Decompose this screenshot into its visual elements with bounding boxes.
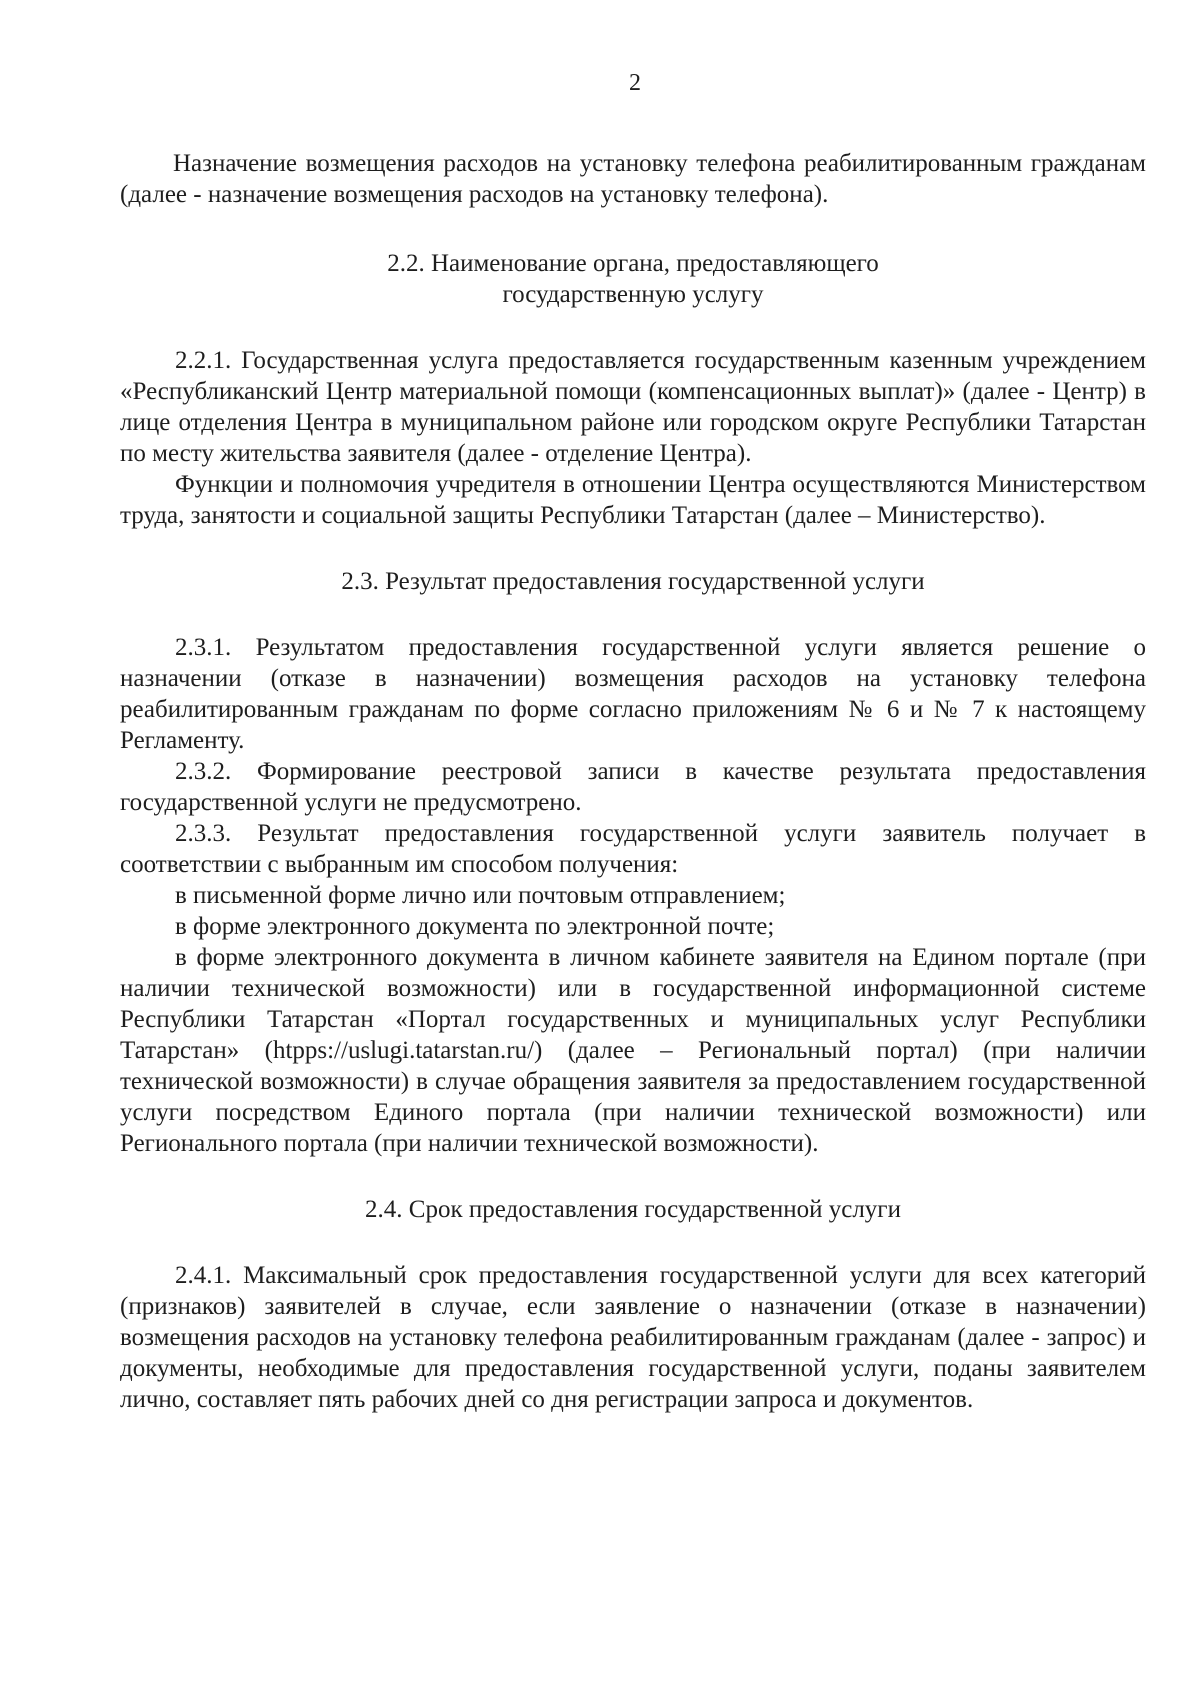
section-2-4-heading: 2.4. Срок предоставления государственной услуги: [365, 1196, 901, 1223]
paragraph-founder-functions: Функции и полномочия учредителя в отношении Центра осуществляются Министерством труда, занятости и социальной защиты Республики Татарстан (далее – Министерство).: [120, 471, 1146, 529]
paragraph-2-3-3: 2.3.3. Результат предоставления государственной услуги заявитель получает в соответствии с выбранным им способом получения:: [120, 820, 1146, 878]
section-2-2-heading-line2: государственную услугу: [502, 281, 764, 308]
page-number: 2: [629, 70, 641, 96]
list-item-written-form: в письменной форме лично или почтовым отправлением;: [175, 882, 786, 909]
paragraph-2-2-1: 2.2.1. Государственная услуга предоставляется государственным казенным учреждением «Республиканский Центр материальной помощи (компенсационных выплат)» (далее - Центр) в лице отделения Центра в муниципальном районе или городском округе Республики Татарстан по месту жительства заявителя (далее - отделение Центра).: [120, 347, 1146, 467]
paragraph-2-3-2: 2.3.2. Формирование реестровой записи в качестве результата предоставления государственной услуги не предусмотрено.: [120, 758, 1146, 816]
paragraph-2-4-1: 2.4.1. Максимальный срок предоставления государственной услуги для всех категорий (признаков) заявителей в случае, если заявление о назначении (отказе в назначении) возмещения расходов на установку телефона реабилитированным гражданам (далее - запрос) и документы, необходимые для предоставления государственной услуги, поданы заявителем лично, составляет пять рабочих дней со дня регистрации запроса и документов.: [120, 1262, 1146, 1413]
section-2-2-heading: [120, 248, 1146, 310]
document-body: [120, 148, 1146, 1415]
list-item-portal: в форме электронного документа в личном кабинете заявителя на Едином портале (при наличии технической возможности) или в государственной информационной системе Республики Татарстан «Портал государственных и муниципальных услуг Республики Татарстан» (htpps://uslugi.tatarstan.ru/) (далее – Региональный портал) (при наличии технической возможности) в случае обращения заявителя за предоставлением государственной услуги посредством Единого портала (при наличии технической возможности) или Регионального портала (при наличии технической возможности).: [120, 944, 1146, 1157]
section-2-2-heading-line1: 2.2. Наименование органа, предоставляющего: [387, 250, 879, 277]
section-2-3-heading: 2.3. Результат предоставления государственной услуги: [341, 568, 925, 595]
intro-paragraph: Назначение возмещения расходов на установку телефона реабилитированным гражданам (далее - назначение возмещения расходов на установку телефона).: [120, 150, 1146, 208]
list-item-email: в форме электронного документа по электронной почте;: [175, 913, 775, 940]
paragraph-2-3-1: 2.3.1. Результатом предоставления государственной услуги является решение о назначении (отказе в назначении) возмещения расходов на установку телефона реабилитированным гражданам по форме согласно приложениям № 6 и № 7 к настоящему Регламенту.: [120, 634, 1146, 754]
